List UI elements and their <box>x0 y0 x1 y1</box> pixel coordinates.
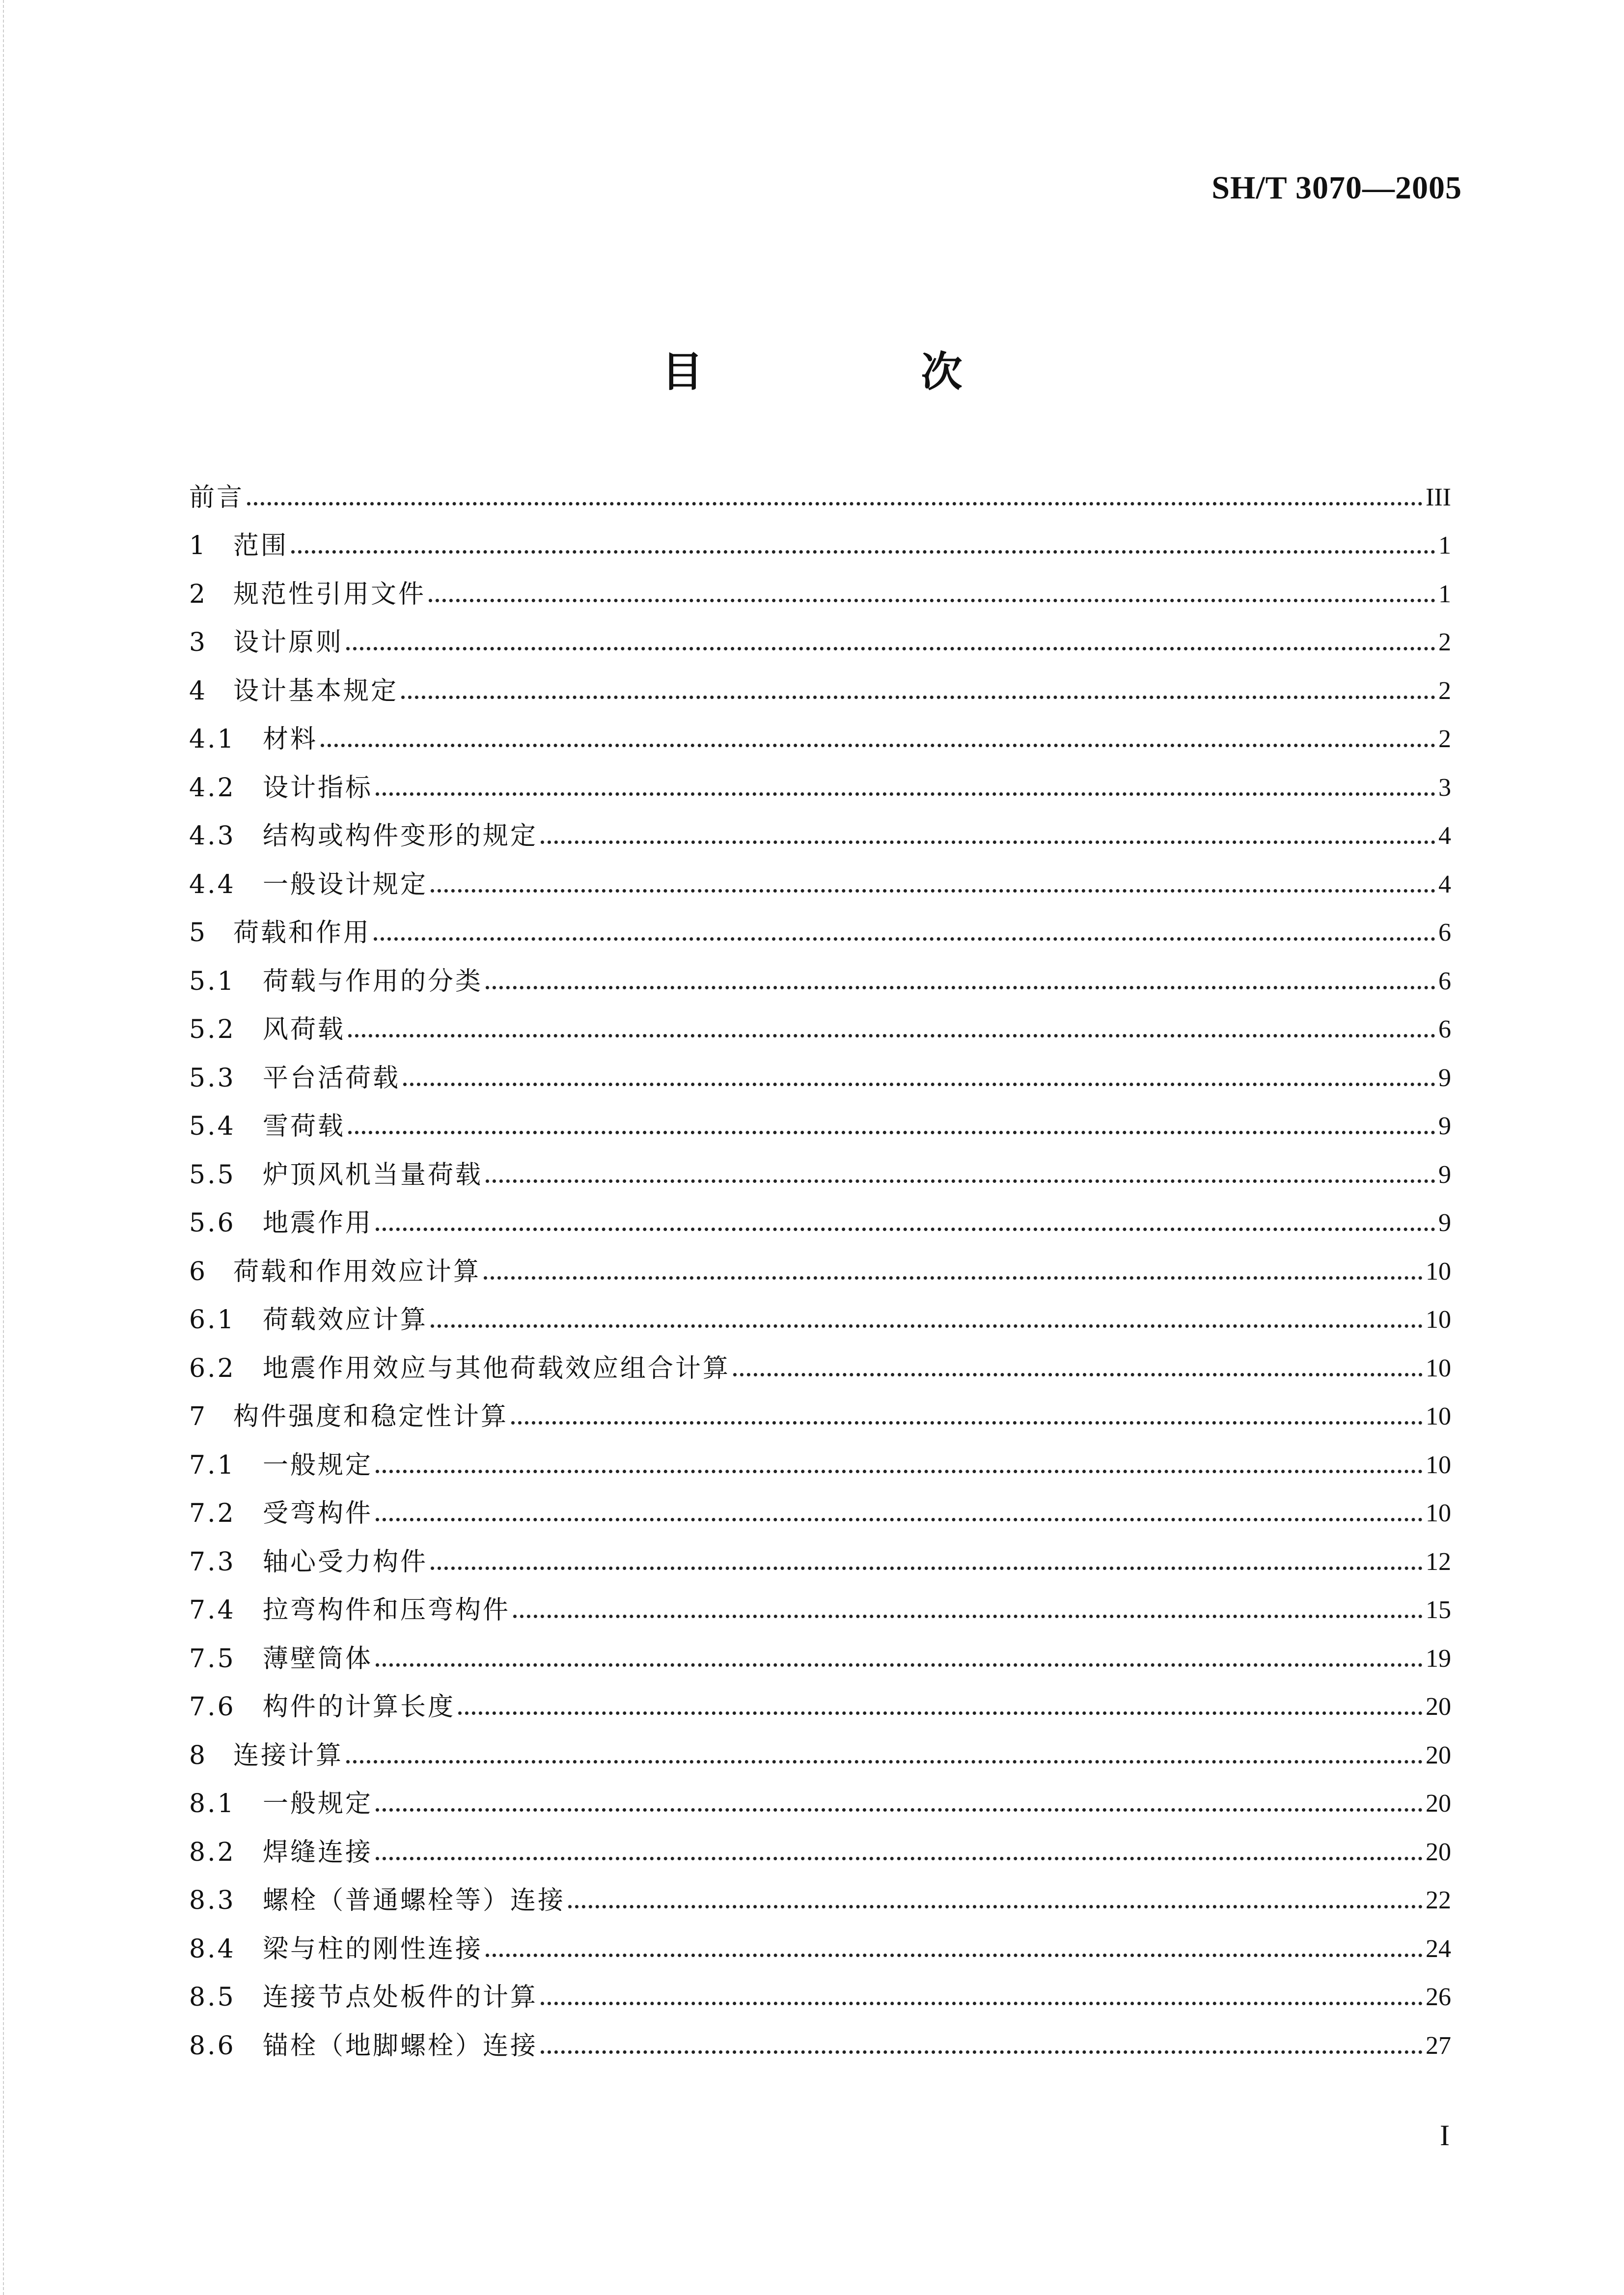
toc-entry-number: 7.6 <box>189 1692 236 1722</box>
toc-entry-number: 3 <box>189 628 208 657</box>
toc-dot-leader <box>346 1760 1423 1763</box>
toc-entry-title: 范围 <box>233 531 289 560</box>
toc-entry[interactable] <box>189 655 1451 704</box>
toc-entry-page: 9 <box>1438 1160 1451 1189</box>
table-of-contents <box>189 462 1451 2059</box>
toc-entry-number: 8.5 <box>189 1983 236 2012</box>
page-number: I <box>1440 2119 1450 2152</box>
toc-entry-number: 5.3 <box>189 1063 236 1093</box>
toc-entry-number: 5.2 <box>189 1015 236 1044</box>
toc-entry-title: 设计基本规定 <box>233 676 399 706</box>
toc-entry[interactable] <box>189 752 1451 801</box>
toc-entry-page: 10 <box>1426 1354 1451 1382</box>
toc-entry[interactable] <box>189 704 1451 753</box>
toc-entry-title: 薄壁筒体 <box>263 1644 373 1674</box>
toc-entry-title: 一般规定 <box>263 1789 373 1819</box>
toc-entry-number: 2 <box>189 579 208 609</box>
toc-entry[interactable] <box>189 1768 1451 1817</box>
toc-dot-leader <box>486 986 1435 989</box>
toc-entry[interactable] <box>189 1188 1451 1236</box>
toc-entry-title: 平台活荷载 <box>263 1063 401 1093</box>
toc-entry-number: 6.1 <box>189 1305 236 1335</box>
toc-dot-leader <box>484 1276 1423 1280</box>
toc-entry-title: 结构或构件变形的规定 <box>263 821 538 851</box>
toc-entry-page: 6 <box>1438 1015 1451 1043</box>
toc-dot-leader <box>321 744 1435 747</box>
toc-entry[interactable] <box>189 1285 1451 1333</box>
toc-entry[interactable] <box>189 559 1451 607</box>
toc-entry[interactable] <box>189 1575 1451 1623</box>
toc-entry[interactable] <box>189 1333 1451 1381</box>
toc-entry-page: 2 <box>1438 676 1451 705</box>
toc-entry-title: 梁与柱的刚性连接 <box>263 1934 483 1964</box>
toc-entry-title: 一般设计规定 <box>263 869 428 899</box>
toc-entry-title: 荷载与作用的分类 <box>263 966 483 996</box>
toc-entry-page: 9 <box>1438 1209 1451 1237</box>
toc-entry-page: 2 <box>1438 725 1451 753</box>
toc-entry-page: 9 <box>1438 1064 1451 1092</box>
toc-title: 目 次 <box>661 348 1051 396</box>
toc-entry-title: 荷载效应计算 <box>263 1305 428 1335</box>
toc-entry-number: 4 <box>189 676 208 706</box>
toc-entry-title: 连接节点处板件的计算 <box>263 1983 538 2012</box>
toc-entry-page: 12 <box>1426 1547 1451 1576</box>
toc-entry[interactable] <box>189 801 1451 849</box>
toc-entry[interactable] <box>189 1381 1451 1430</box>
standard-code: SH/T 3070—2005 <box>1211 170 1462 206</box>
toc-dot-leader <box>376 1808 1423 1812</box>
toc-entry-title: 前言 <box>189 482 245 512</box>
toc-entry-number: 7.1 <box>189 1450 236 1480</box>
toc-entry-title: 荷载和作用 <box>233 918 371 948</box>
toc-entry[interactable] <box>189 1429 1451 1478</box>
toc-entry[interactable] <box>189 1478 1451 1527</box>
toc-entry-page: 2 <box>1438 628 1451 656</box>
toc-entry-title: 地震作用 <box>263 1208 373 1238</box>
toc-entry-number: 8 <box>189 1740 208 1770</box>
toc-entry-title: 构件强度和稳定性计算 <box>233 1402 509 1431</box>
toc-dot-leader <box>346 647 1435 650</box>
toc-entry[interactable] <box>189 1623 1451 1672</box>
toc-entry-number: 8.1 <box>189 1789 236 1819</box>
toc-dot-leader <box>513 1615 1423 1618</box>
toc-entry[interactable] <box>189 994 1451 1043</box>
toc-entry-page: 10 <box>1426 1402 1451 1430</box>
toc-dot-leader <box>431 1324 1423 1328</box>
toc-dot-leader <box>541 2050 1423 2054</box>
toc-entry-title: 设计原则 <box>233 628 344 657</box>
toc-entry-number: 8.3 <box>189 1886 236 1915</box>
toc-entry-title: 风荷载 <box>263 1015 346 1044</box>
toc-entry[interactable] <box>189 1817 1451 1865</box>
toc-entry[interactable] <box>189 1962 1451 2011</box>
toc-entry-page: 6 <box>1438 967 1451 995</box>
toc-entry-number: 4.4 <box>189 869 236 899</box>
toc-entry[interactable] <box>189 897 1451 946</box>
toc-dot-leader <box>348 1131 1435 1134</box>
toc-entry-number: 5.4 <box>189 1112 236 1141</box>
toc-entry-number: 8.6 <box>189 2031 236 2061</box>
toc-entry-title: 雪荷载 <box>263 1112 346 1141</box>
toc-entry-page: 20 <box>1426 1741 1451 1769</box>
toc-entry-page: 27 <box>1426 2031 1451 2060</box>
toc-entry-title: 螺栓（普通螺栓等）连接 <box>263 1886 566 1915</box>
toc-entry-page: 26 <box>1426 1983 1451 2011</box>
toc-entry[interactable] <box>189 1865 1451 1914</box>
toc-entry-number: 4.1 <box>189 725 236 754</box>
toc-entry[interactable] <box>189 1720 1451 1768</box>
toc-entry-title: 轴心受力构件 <box>263 1547 428 1577</box>
toc-entry-page: 10 <box>1426 1257 1451 1286</box>
toc-dot-leader <box>541 2002 1423 2005</box>
toc-entry[interactable] <box>189 946 1451 994</box>
toc-entry[interactable] <box>189 1672 1451 1720</box>
toc-dot-leader <box>401 696 1435 699</box>
toc-dot-leader <box>431 889 1435 893</box>
toc-dot-leader <box>376 1663 1423 1667</box>
toc-entry-number: 7.3 <box>189 1547 236 1577</box>
toc-entry-page: 3 <box>1438 773 1451 802</box>
toc-dot-leader <box>376 1228 1435 1231</box>
toc-entry-page: 1 <box>1438 532 1451 560</box>
toc-entry-number: 8.4 <box>189 1934 236 1964</box>
toc-entry-title: 炉顶风机当量荷载 <box>263 1160 483 1190</box>
toc-entry-number: 8.2 <box>189 1837 236 1867</box>
toc-entry-number: 7 <box>189 1402 208 1431</box>
toc-dot-leader <box>541 840 1435 844</box>
toc-entry-number: 7.5 <box>189 1644 236 1674</box>
toc-entry-page: III <box>1426 483 1451 511</box>
toc-entry[interactable] <box>189 462 1451 510</box>
toc-dot-leader <box>291 550 1435 554</box>
toc-entry[interactable] <box>189 1042 1451 1091</box>
toc-entry[interactable] <box>189 1091 1451 1140</box>
toc-entry-number: 5.6 <box>189 1208 236 1238</box>
toc-entry-title: 规范性引用文件 <box>233 579 426 609</box>
toc-dot-leader <box>486 1954 1423 1957</box>
toc-entry-number: 6 <box>189 1257 208 1287</box>
toc-dot-leader <box>568 1905 1423 1908</box>
toc-entry-title: 材料 <box>263 725 318 754</box>
toc-entry-page: 20 <box>1426 1838 1451 1866</box>
toc-dot-leader <box>348 1034 1435 1037</box>
toc-entry-page: 6 <box>1438 919 1451 947</box>
toc-entry-title: 地震作用效应与其他荷载效应组合计算 <box>263 1353 731 1383</box>
toc-entry-page: 22 <box>1426 1886 1451 1914</box>
toc-entry-title: 荷载和作用效应计算 <box>233 1257 481 1287</box>
toc-entry-title: 拉弯构件和压弯构件 <box>263 1595 511 1625</box>
toc-dot-leader <box>374 937 1435 941</box>
toc-dot-leader <box>376 1518 1423 1521</box>
toc-dot-leader <box>247 502 1423 505</box>
toc-entry[interactable] <box>189 849 1451 897</box>
toc-entry-page: 1 <box>1438 580 1451 608</box>
toc-entry[interactable] <box>189 1913 1451 1962</box>
toc-dot-leader <box>429 599 1435 602</box>
toc-entry-title: 连接计算 <box>233 1740 344 1770</box>
toc-entry[interactable] <box>189 1139 1451 1188</box>
toc-entry-page: 4 <box>1438 822 1451 850</box>
toc-dot-leader <box>458 1711 1423 1715</box>
toc-entry[interactable] <box>189 2010 1451 2059</box>
toc-entry-page: 10 <box>1426 1306 1451 1334</box>
toc-entry-page: 10 <box>1426 1451 1451 1479</box>
toc-dot-leader <box>733 1373 1423 1376</box>
toc-entry-page: 24 <box>1426 1934 1451 1963</box>
toc-entry-title: 设计指标 <box>263 773 373 803</box>
toc-entry[interactable] <box>189 1526 1451 1575</box>
toc-entry-page: 4 <box>1438 870 1451 898</box>
toc-entry-number: 6.2 <box>189 1353 236 1383</box>
toc-entry-title: 焊缝连接 <box>263 1837 373 1867</box>
toc-entry-title: 构件的计算长度 <box>263 1692 456 1722</box>
toc-entry-number: 5.5 <box>189 1160 236 1190</box>
toc-entry-page: 10 <box>1426 1499 1451 1527</box>
toc-dot-leader <box>376 1470 1423 1473</box>
toc-entry-page: 9 <box>1438 1112 1451 1140</box>
toc-entry-page: 20 <box>1426 1790 1451 1818</box>
toc-dot-leader <box>431 1567 1423 1570</box>
toc-dot-leader <box>376 792 1435 796</box>
toc-entry-number: 5 <box>189 918 208 948</box>
toc-entry-number: 4.2 <box>189 773 236 803</box>
toc-entry-page: 15 <box>1426 1596 1451 1624</box>
toc-dot-leader <box>403 1083 1435 1086</box>
toc-entry-number: 7.2 <box>189 1499 236 1528</box>
toc-entry[interactable] <box>189 510 1451 559</box>
toc-entry[interactable] <box>189 607 1451 656</box>
toc-entry-page: 19 <box>1426 1644 1451 1673</box>
toc-entry-page: 20 <box>1426 1693 1451 1721</box>
toc-dot-leader <box>376 1857 1423 1860</box>
toc-entry-number: 4.3 <box>189 821 236 851</box>
toc-dot-leader <box>511 1421 1423 1425</box>
toc-dot-leader <box>486 1179 1435 1183</box>
toc-entry-number: 1 <box>189 531 208 560</box>
toc-entry-number: 5.1 <box>189 966 236 996</box>
toc-entry[interactable] <box>189 1236 1451 1285</box>
toc-entry-title: 锚栓（地脚螺栓）连接 <box>263 2031 538 2061</box>
toc-entry-number: 7.4 <box>189 1595 236 1625</box>
toc-entry-title: 受弯构件 <box>263 1499 373 1528</box>
toc-entry-title: 一般规定 <box>263 1450 373 1480</box>
